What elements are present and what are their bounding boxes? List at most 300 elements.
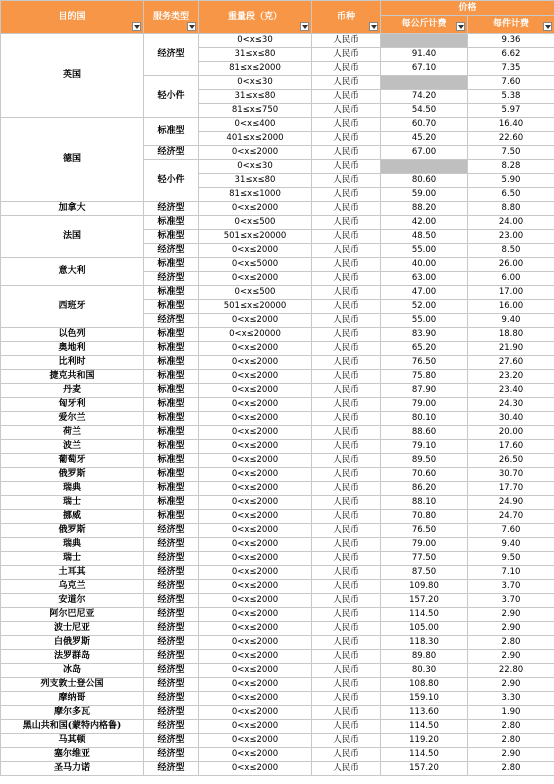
cell-per-kg-price[interactable]: 76.50 (381, 356, 468, 370)
cell-weight-range[interactable]: 0<x≤2000 (199, 720, 312, 734)
cell-country[interactable]: 摩尔多瓦 (1, 706, 144, 720)
cell-per-kg-price[interactable]: 74.20 (381, 90, 468, 104)
cell-weight-range[interactable]: 0<x≤2000 (199, 762, 312, 776)
cell-weight-range[interactable]: 0<x≤2000 (199, 496, 312, 510)
cell-per-item-price[interactable]: 7.35 (468, 62, 554, 76)
cell-weight-range[interactable]: 501≤x≤20000 (199, 230, 312, 244)
cell-service-type[interactable]: 经济型 (144, 272, 199, 286)
cell-country[interactable]: 葡萄牙 (1, 454, 144, 468)
cell-per-item-price[interactable]: 2.80 (468, 636, 554, 650)
cell-country[interactable]: 白俄罗斯 (1, 636, 144, 650)
cell-currency[interactable]: 人民币 (312, 272, 381, 286)
cell-country[interactable]: 波兰 (1, 440, 144, 454)
cell-country[interactable]: 圣马力诺 (1, 762, 144, 776)
cell-country[interactable]: 英国 (1, 34, 144, 118)
cell-currency[interactable]: 人民币 (312, 636, 381, 650)
cell-per-item-price[interactable]: 27.60 (468, 356, 554, 370)
cell-per-item-price[interactable]: 26.00 (468, 258, 554, 272)
cell-per-kg-price[interactable]: 89.80 (381, 650, 468, 664)
cell-country[interactable]: 意大利 (1, 258, 144, 286)
cell-service-type[interactable]: 标准型 (144, 258, 199, 272)
cell-service-type[interactable]: 标准型 (144, 286, 199, 300)
cell-service-type[interactable]: 标准型 (144, 398, 199, 412)
cell-weight-range[interactable]: 81≤x≤1000 (199, 188, 312, 202)
cell-service-type[interactable]: 经济型 (144, 720, 199, 734)
cell-per-kg-price[interactable]: 54.50 (381, 104, 468, 118)
cell-weight-range[interactable]: 0<x≤2000 (199, 272, 312, 286)
cell-service-type[interactable]: 经济型 (144, 202, 199, 216)
cell-currency[interactable]: 人民币 (312, 118, 381, 132)
cell-currency[interactable]: 人民币 (312, 230, 381, 244)
cell-per-kg-price[interactable]: 109.80 (381, 580, 468, 594)
cell-weight-range[interactable]: 0<x≤2000 (199, 398, 312, 412)
cell-country[interactable]: 以色列 (1, 328, 144, 342)
cell-per-item-price[interactable]: 8.28 (468, 160, 554, 174)
cell-currency[interactable]: 人民币 (312, 370, 381, 384)
cell-country[interactable]: 安道尔 (1, 594, 144, 608)
cell-per-kg-price[interactable]: 67.10 (381, 62, 468, 76)
cell-country[interactable]: 塞尔维亚 (1, 748, 144, 762)
cell-country[interactable]: 马其顿 (1, 734, 144, 748)
cell-weight-range[interactable]: 0<x≤2000 (199, 440, 312, 454)
cell-country[interactable]: 俄罗斯 (1, 524, 144, 538)
cell-currency[interactable]: 人民币 (312, 762, 381, 776)
cell-weight-range[interactable]: 0<x≤2000 (199, 146, 312, 160)
cell-currency[interactable]: 人民币 (312, 258, 381, 272)
cell-currency[interactable]: 人民币 (312, 160, 381, 174)
cell-currency[interactable]: 人民币 (312, 174, 381, 188)
cell-service-type[interactable]: 经济型 (144, 314, 199, 328)
cell-service-type[interactable]: 标准型 (144, 468, 199, 482)
cell-service-type[interactable]: 经济型 (144, 622, 199, 636)
cell-per-kg-price[interactable]: 118.30 (381, 636, 468, 650)
cell-per-item-price[interactable]: 3.30 (468, 692, 554, 706)
cell-currency[interactable]: 人民币 (312, 132, 381, 146)
cell-weight-range[interactable]: 0<x≤2000 (199, 426, 312, 440)
cell-service-type[interactable]: 经济型 (144, 706, 199, 720)
cell-service-type[interactable]: 经济型 (144, 608, 199, 622)
cell-per-kg-price[interactable]: 47.00 (381, 286, 468, 300)
cell-service-type[interactable]: 经济型 (144, 664, 199, 678)
cell-service-type[interactable]: 经济型 (144, 692, 199, 706)
cell-weight-range[interactable]: 31≤x≤80 (199, 174, 312, 188)
cell-country[interactable]: 奥地利 (1, 342, 144, 356)
cell-weight-range[interactable]: 0<x≤2000 (199, 412, 312, 426)
cell-per-item-price[interactable]: 18.80 (468, 328, 554, 342)
cell-weight-range[interactable]: 0<x≤2000 (199, 454, 312, 468)
cell-weight-range[interactable]: 0<x≤2000 (199, 356, 312, 370)
cell-service-type[interactable]: 标准型 (144, 300, 199, 314)
cell-service-type[interactable]: 标准型 (144, 216, 199, 230)
cell-weight-range[interactable]: 0<x≤30 (199, 160, 312, 174)
cell-per-item-price[interactable]: 2.90 (468, 678, 554, 692)
cell-currency[interactable]: 人民币 (312, 412, 381, 426)
cell-service-type[interactable]: 标准型 (144, 384, 199, 398)
cell-currency[interactable]: 人民币 (312, 510, 381, 524)
cell-weight-range[interactable]: 0<x≤2000 (199, 552, 312, 566)
cell-weight-range[interactable]: 0<x≤2000 (199, 370, 312, 384)
cell-service-type[interactable]: 经济型 (144, 524, 199, 538)
cell-service-type[interactable]: 标准型 (144, 342, 199, 356)
cell-per-item-price[interactable]: 23.40 (468, 384, 554, 398)
cell-per-kg-price[interactable]: 55.00 (381, 314, 468, 328)
cell-service-type[interactable]: 标准型 (144, 412, 199, 426)
cell-per-kg-price[interactable]: 159.10 (381, 692, 468, 706)
cell-service-type[interactable]: 经济型 (144, 678, 199, 692)
cell-service-type[interactable]: 经济型 (144, 734, 199, 748)
cell-per-kg-price[interactable]: 48.50 (381, 230, 468, 244)
cell-per-kg-price[interactable]: 52.00 (381, 300, 468, 314)
cell-weight-range[interactable]: 0<x≤2000 (199, 678, 312, 692)
cell-currency[interactable]: 人民币 (312, 188, 381, 202)
cell-per-item-price[interactable]: 7.60 (468, 524, 554, 538)
cell-country[interactable]: 西班牙 (1, 286, 144, 328)
filter-dropdown-icon[interactable] (300, 22, 309, 31)
cell-per-item-price[interactable]: 5.97 (468, 104, 554, 118)
cell-currency[interactable]: 人民币 (312, 342, 381, 356)
cell-per-kg-price[interactable]: 91.40 (381, 48, 468, 62)
cell-country[interactable]: 瑞士 (1, 496, 144, 510)
cell-currency[interactable]: 人民币 (312, 566, 381, 580)
cell-per-kg-price[interactable]: 65.20 (381, 342, 468, 356)
cell-country[interactable]: 挪威 (1, 510, 144, 524)
cell-service-type[interactable]: 经济型 (144, 34, 199, 76)
cell-per-item-price[interactable]: 16.00 (468, 300, 554, 314)
cell-currency[interactable]: 人民币 (312, 720, 381, 734)
cell-per-item-price[interactable]: 21.90 (468, 342, 554, 356)
cell-weight-range[interactable]: 31≤x≤80 (199, 48, 312, 62)
cell-currency[interactable]: 人民币 (312, 356, 381, 370)
cell-currency[interactable]: 人民币 (312, 62, 381, 76)
cell-per-item-price[interactable]: 22.60 (468, 132, 554, 146)
cell-per-item-price[interactable]: 17.00 (468, 286, 554, 300)
cell-service-type[interactable]: 标准型 (144, 426, 199, 440)
cell-per-item-price[interactable]: 9.36 (468, 34, 554, 48)
cell-per-item-price[interactable]: 24.30 (468, 398, 554, 412)
cell-weight-range[interactable]: 0<x≤2000 (199, 314, 312, 328)
cell-per-kg-price[interactable]: 67.00 (381, 146, 468, 160)
cell-country[interactable]: 波士尼亚 (1, 622, 144, 636)
cell-per-kg-price[interactable]: 75.80 (381, 370, 468, 384)
cell-country[interactable]: 摩纳哥 (1, 692, 144, 706)
cell-per-kg-price[interactable]: 83.90 (381, 328, 468, 342)
cell-weight-range[interactable]: 0<x≤2000 (199, 580, 312, 594)
filter-dropdown-icon[interactable] (456, 22, 465, 31)
filter-dropdown-icon[interactable] (369, 22, 378, 31)
cell-weight-range[interactable]: 31≤x≤80 (199, 90, 312, 104)
cell-per-item-price[interactable]: 5.38 (468, 90, 554, 104)
cell-currency[interactable]: 人民币 (312, 482, 381, 496)
cell-per-kg-price[interactable]: 79.00 (381, 398, 468, 412)
cell-country[interactable]: 阿尔巴尼亚 (1, 608, 144, 622)
cell-per-item-price[interactable]: 17.70 (468, 482, 554, 496)
cell-per-kg-price[interactable]: 77.50 (381, 552, 468, 566)
cell-service-type[interactable]: 标准型 (144, 328, 199, 342)
cell-service-type[interactable]: 经济型 (144, 580, 199, 594)
cell-per-kg-price[interactable]: 79.10 (381, 440, 468, 454)
cell-per-item-price[interactable]: 2.80 (468, 734, 554, 748)
cell-service-type[interactable]: 轻小件 (144, 160, 199, 202)
cell-currency[interactable]: 人民币 (312, 650, 381, 664)
cell-per-kg-price[interactable]: 59.00 (381, 188, 468, 202)
cell-currency[interactable]: 人民币 (312, 496, 381, 510)
cell-per-kg-price[interactable]: 114.50 (381, 748, 468, 762)
cell-per-item-price[interactable]: 2.90 (468, 622, 554, 636)
filter-dropdown-icon[interactable] (187, 22, 196, 31)
cell-service-type[interactable]: 经济型 (144, 650, 199, 664)
cell-weight-range[interactable]: 0<x≤2000 (199, 692, 312, 706)
cell-service-type[interactable]: 轻小件 (144, 76, 199, 118)
cell-per-item-price[interactable]: 6.50 (468, 188, 554, 202)
cell-currency[interactable]: 人民币 (312, 706, 381, 720)
cell-per-item-price[interactable]: 9.40 (468, 538, 554, 552)
cell-weight-range[interactable]: 0<x≤2000 (199, 566, 312, 580)
filter-dropdown-icon[interactable] (132, 22, 141, 31)
cell-country[interactable]: 荷兰 (1, 426, 144, 440)
cell-per-item-price[interactable]: 30.70 (468, 468, 554, 482)
cell-currency[interactable]: 人民币 (312, 580, 381, 594)
cell-per-item-price[interactable]: 5.90 (468, 174, 554, 188)
cell-per-item-price[interactable]: 6.62 (468, 48, 554, 62)
cell-per-item-price[interactable]: 8.50 (468, 244, 554, 258)
cell-service-type[interactable]: 经济型 (144, 244, 199, 258)
cell-service-type[interactable]: 标准型 (144, 510, 199, 524)
cell-currency[interactable]: 人民币 (312, 146, 381, 160)
cell-country[interactable]: 土耳其 (1, 566, 144, 580)
cell-country[interactable]: 法国 (1, 216, 144, 258)
cell-per-kg-price[interactable]: 70.60 (381, 468, 468, 482)
cell-currency[interactable]: 人民币 (312, 76, 381, 90)
cell-currency[interactable]: 人民币 (312, 48, 381, 62)
cell-per-kg-price[interactable]: 80.30 (381, 664, 468, 678)
cell-per-item-price[interactable]: 6.00 (468, 272, 554, 286)
cell-currency[interactable]: 人民币 (312, 90, 381, 104)
cell-weight-range[interactable]: 0<x≤30 (199, 76, 312, 90)
cell-currency[interactable]: 人民币 (312, 552, 381, 566)
cell-weight-range[interactable]: 501≤x≤20000 (199, 300, 312, 314)
cell-currency[interactable]: 人民币 (312, 538, 381, 552)
cell-currency[interactable]: 人民币 (312, 454, 381, 468)
cell-per-item-price[interactable]: 2.90 (468, 650, 554, 664)
cell-per-item-price[interactable]: 2.90 (468, 748, 554, 762)
cell-per-item-price[interactable]: 2.80 (468, 762, 554, 776)
cell-country[interactable]: 德国 (1, 118, 144, 202)
cell-per-item-price[interactable]: 23.00 (468, 230, 554, 244)
cell-weight-range[interactable]: 0<x≤2000 (199, 510, 312, 524)
cell-service-type[interactable]: 经济型 (144, 594, 199, 608)
cell-currency[interactable]: 人民币 (312, 216, 381, 230)
cell-per-item-price[interactable]: 16.40 (468, 118, 554, 132)
cell-per-item-price[interactable]: 3.70 (468, 580, 554, 594)
cell-per-item-price[interactable]: 30.40 (468, 412, 554, 426)
cell-per-item-price[interactable]: 2.80 (468, 720, 554, 734)
cell-currency[interactable]: 人民币 (312, 202, 381, 216)
cell-per-kg-price[interactable]: 80.10 (381, 412, 468, 426)
cell-weight-range[interactable]: 0<x≤2000 (199, 594, 312, 608)
cell-per-kg-price[interactable]: 55.00 (381, 244, 468, 258)
cell-per-kg-price[interactable]: 87.90 (381, 384, 468, 398)
cell-country[interactable]: 俄罗斯 (1, 468, 144, 482)
cell-per-kg-price[interactable]: 42.00 (381, 216, 468, 230)
cell-currency[interactable]: 人民币 (312, 622, 381, 636)
cell-weight-range[interactable]: 0<x≤5000 (199, 258, 312, 272)
cell-per-item-price[interactable]: 24.00 (468, 216, 554, 230)
cell-service-type[interactable]: 标准型 (144, 496, 199, 510)
cell-per-kg-price[interactable]: 108.80 (381, 678, 468, 692)
cell-currency[interactable]: 人民币 (312, 468, 381, 482)
cell-weight-range[interactable]: 0<x≤2000 (199, 524, 312, 538)
cell-weight-range[interactable]: 0<x≤400 (199, 118, 312, 132)
cell-currency[interactable]: 人民币 (312, 524, 381, 538)
cell-country[interactable]: 比利时 (1, 356, 144, 370)
cell-per-item-price[interactable]: 7.10 (468, 566, 554, 580)
cell-weight-range[interactable]: 0<x≤2000 (199, 202, 312, 216)
cell-per-kg-price[interactable]: 89.50 (381, 454, 468, 468)
cell-currency[interactable]: 人民币 (312, 300, 381, 314)
cell-currency[interactable]: 人民币 (312, 34, 381, 48)
cell-service-type[interactable]: 标准型 (144, 230, 199, 244)
cell-currency[interactable]: 人民币 (312, 692, 381, 706)
cell-per-item-price[interactable]: 23.20 (468, 370, 554, 384)
cell-weight-range[interactable]: 0<x≤2000 (199, 342, 312, 356)
cell-currency[interactable]: 人民币 (312, 398, 381, 412)
cell-per-kg-price[interactable]: 87.50 (381, 566, 468, 580)
cell-service-type[interactable]: 标准型 (144, 370, 199, 384)
cell-service-type[interactable]: 经济型 (144, 566, 199, 580)
cell-per-kg-price[interactable]: 63.00 (381, 272, 468, 286)
cell-weight-range[interactable]: 0<x≤2000 (199, 622, 312, 636)
cell-per-kg-price[interactable]: 45.20 (381, 132, 468, 146)
cell-per-kg-price[interactable] (381, 34, 468, 48)
cell-weight-range[interactable]: 0<x≤2000 (199, 608, 312, 622)
cell-per-item-price[interactable]: 24.70 (468, 510, 554, 524)
cell-weight-range[interactable]: 0<x≤2000 (199, 734, 312, 748)
cell-service-type[interactable]: 经济型 (144, 552, 199, 566)
cell-per-kg-price[interactable]: 60.70 (381, 118, 468, 132)
cell-per-kg-price[interactable]: 70.80 (381, 510, 468, 524)
cell-per-kg-price[interactable]: 105.00 (381, 622, 468, 636)
cell-currency[interactable]: 人民币 (312, 748, 381, 762)
cell-weight-range[interactable]: 0<x≤20000 (199, 328, 312, 342)
cell-country[interactable]: 瑞士 (1, 552, 144, 566)
cell-currency[interactable]: 人民币 (312, 384, 381, 398)
cell-weight-range[interactable]: 81≤x≤750 (199, 104, 312, 118)
cell-currency[interactable]: 人民币 (312, 734, 381, 748)
cell-weight-range[interactable]: 0<x≤2000 (199, 384, 312, 398)
cell-per-kg-price[interactable]: 157.20 (381, 762, 468, 776)
cell-country[interactable]: 法罗群岛 (1, 650, 144, 664)
cell-currency[interactable]: 人民币 (312, 244, 381, 258)
cell-weight-range[interactable]: 0<x≤2000 (199, 636, 312, 650)
cell-service-type[interactable]: 标准型 (144, 454, 199, 468)
cell-per-kg-price[interactable]: 40.00 (381, 258, 468, 272)
cell-weight-range[interactable]: 0<x≤2000 (199, 706, 312, 720)
cell-per-item-price[interactable]: 17.60 (468, 440, 554, 454)
cell-service-type[interactable]: 标准型 (144, 356, 199, 370)
cell-per-kg-price[interactable]: 114.50 (381, 720, 468, 734)
cell-country[interactable]: 加拿大 (1, 202, 144, 216)
filter-dropdown-icon[interactable] (543, 22, 552, 31)
cell-per-item-price[interactable]: 8.80 (468, 202, 554, 216)
cell-per-kg-price[interactable]: 79.00 (381, 538, 468, 552)
cell-weight-range[interactable]: 0<x≤2000 (199, 482, 312, 496)
cell-per-item-price[interactable]: 1.90 (468, 706, 554, 720)
cell-per-kg-price[interactable]: 80.60 (381, 174, 468, 188)
cell-currency[interactable]: 人民币 (312, 328, 381, 342)
cell-per-kg-price[interactable]: 76.50 (381, 524, 468, 538)
cell-currency[interactable]: 人民币 (312, 286, 381, 300)
cell-currency[interactable]: 人民币 (312, 104, 381, 118)
cell-per-kg-price[interactable]: 88.10 (381, 496, 468, 510)
cell-per-kg-price[interactable]: 113.60 (381, 706, 468, 720)
cell-per-item-price[interactable]: 7.60 (468, 76, 554, 90)
cell-per-kg-price[interactable]: 157.20 (381, 594, 468, 608)
cell-weight-range[interactable]: 0<x≤2000 (199, 650, 312, 664)
cell-currency[interactable]: 人民币 (312, 678, 381, 692)
cell-per-kg-price[interactable] (381, 160, 468, 174)
cell-country[interactable]: 爱尔兰 (1, 412, 144, 426)
cell-weight-range[interactable]: 0<x≤2000 (199, 244, 312, 258)
cell-per-item-price[interactable]: 2.90 (468, 608, 554, 622)
cell-weight-range[interactable]: 0<x≤500 (199, 216, 312, 230)
cell-currency[interactable]: 人民币 (312, 426, 381, 440)
cell-country[interactable]: 列支敦士登公国 (1, 678, 144, 692)
cell-service-type[interactable]: 标准型 (144, 440, 199, 454)
cell-per-item-price[interactable]: 26.50 (468, 454, 554, 468)
cell-country[interactable]: 捷克共和国 (1, 370, 144, 384)
cell-weight-range[interactable]: 0<x≤2000 (199, 538, 312, 552)
cell-per-kg-price[interactable]: 86.20 (381, 482, 468, 496)
cell-currency[interactable]: 人民币 (312, 608, 381, 622)
cell-per-item-price[interactable]: 3.70 (468, 594, 554, 608)
cell-country[interactable]: 黑山共和国(蒙特内格鲁) (1, 720, 144, 734)
cell-country[interactable]: 乌克兰 (1, 580, 144, 594)
cell-per-kg-price[interactable]: 88.60 (381, 426, 468, 440)
cell-weight-range[interactable]: 0<x≤30 (199, 34, 312, 48)
cell-country[interactable]: 瑞典 (1, 482, 144, 496)
cell-per-item-price[interactable]: 9.50 (468, 552, 554, 566)
cell-per-kg-price[interactable]: 88.20 (381, 202, 468, 216)
cell-weight-range[interactable]: 0<x≤2000 (199, 468, 312, 482)
cell-per-item-price[interactable]: 7.50 (468, 146, 554, 160)
cell-per-item-price[interactable]: 22.80 (468, 664, 554, 678)
cell-currency[interactable]: 人民币 (312, 664, 381, 678)
cell-per-item-price[interactable]: 24.90 (468, 496, 554, 510)
cell-per-kg-price[interactable]: 119.20 (381, 734, 468, 748)
cell-per-item-price[interactable]: 9.40 (468, 314, 554, 328)
cell-service-type[interactable]: 经济型 (144, 636, 199, 650)
cell-country[interactable]: 瑞典 (1, 538, 144, 552)
cell-currency[interactable]: 人民币 (312, 314, 381, 328)
cell-per-kg-price[interactable] (381, 76, 468, 90)
cell-service-type[interactable]: 经济型 (144, 748, 199, 762)
cell-currency[interactable]: 人民币 (312, 440, 381, 454)
cell-country[interactable]: 冰岛 (1, 664, 144, 678)
cell-service-type[interactable]: 标准型 (144, 118, 199, 146)
cell-per-item-price[interactable]: 20.00 (468, 426, 554, 440)
cell-weight-range[interactable]: 401≤x≤2000 (199, 132, 312, 146)
cell-service-type[interactable]: 经济型 (144, 146, 199, 160)
cell-service-type[interactable]: 经济型 (144, 538, 199, 552)
cell-weight-range[interactable]: 0<x≤2000 (199, 664, 312, 678)
cell-weight-range[interactable]: 0<x≤2000 (199, 748, 312, 762)
cell-service-type[interactable]: 标准型 (144, 482, 199, 496)
cell-weight-range[interactable]: 81≤x≤2000 (199, 62, 312, 76)
cell-country[interactable]: 丹麦 (1, 384, 144, 398)
cell-country[interactable]: 匈牙利 (1, 398, 144, 412)
cell-currency[interactable]: 人民币 (312, 594, 381, 608)
cell-weight-range[interactable]: 0<x≤500 (199, 286, 312, 300)
